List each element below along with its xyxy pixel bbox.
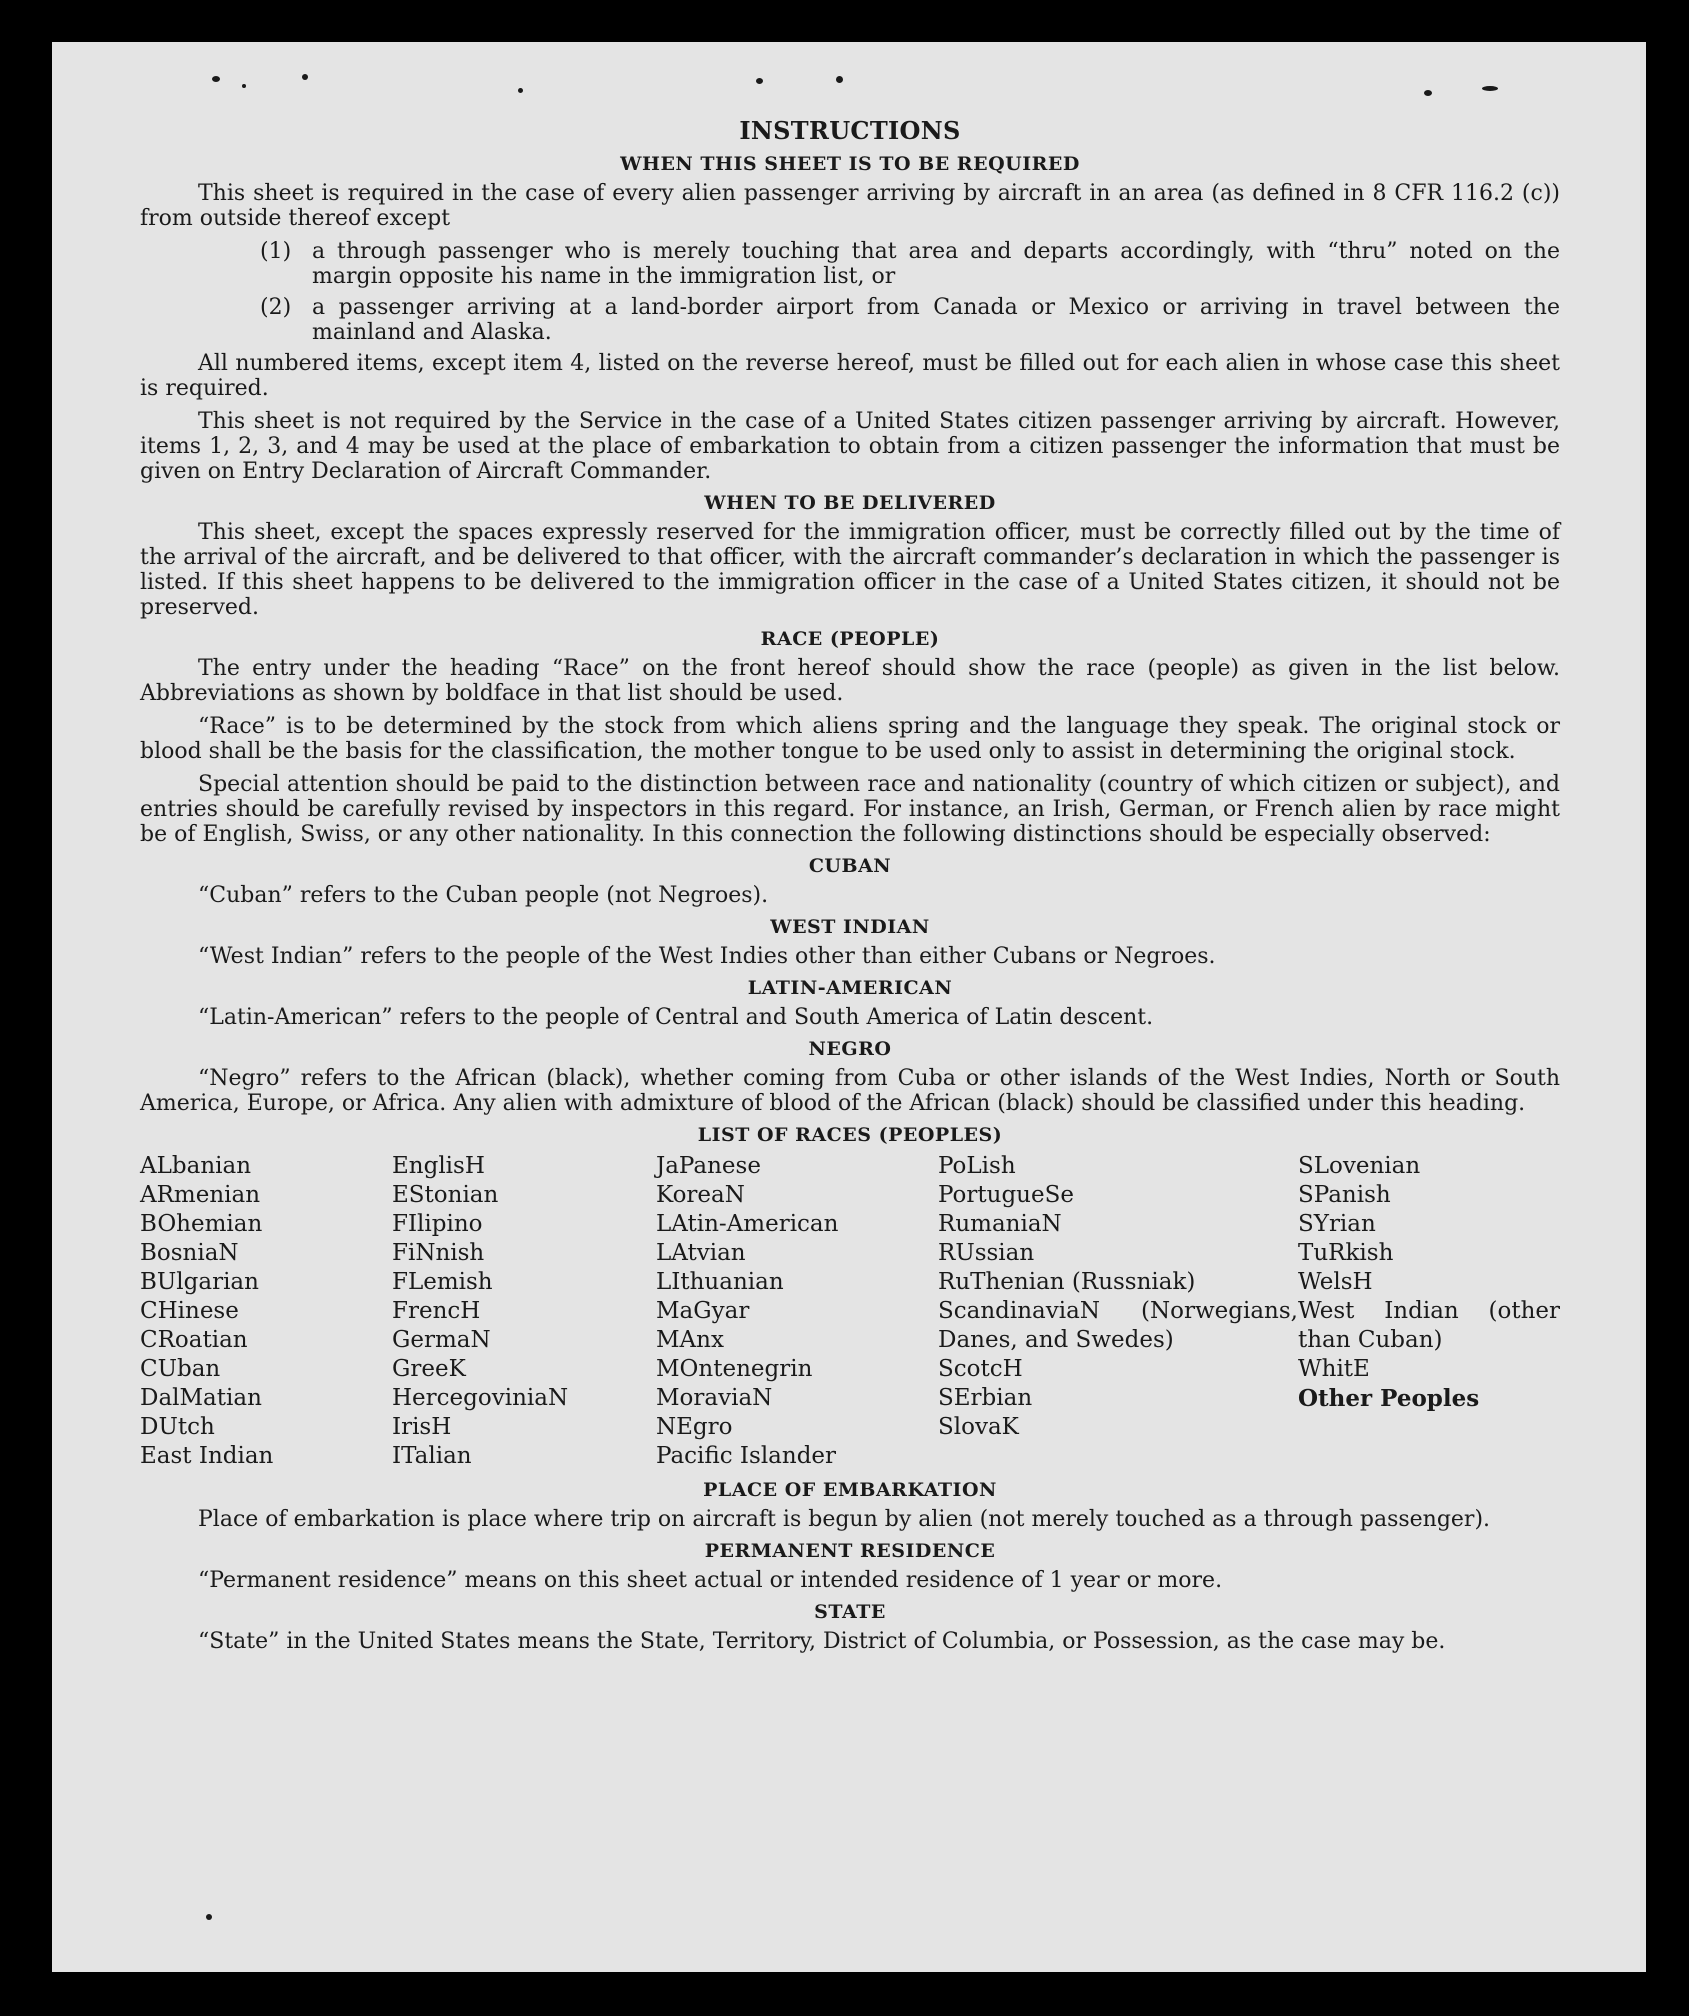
paragraph: “Negro” refers to the African (black), whether coming from Cuba or other islands of the West Indies, North or South America, Europe, or Africa. Any alien with admixture of blood of the African (black) should be classified under this heading. xyxy=(140,1066,1560,1116)
race-item: BUlgarian xyxy=(140,1269,259,1295)
race-item: SYrian xyxy=(1298,1211,1376,1237)
paragraph: “Cuban” refers to the Cuban people (not Negroes). xyxy=(198,883,769,908)
race-item: IrisH xyxy=(392,1414,452,1440)
race-item: MAnx xyxy=(656,1327,724,1353)
list-item xyxy=(260,239,1560,289)
race-item: LIthuanian xyxy=(656,1269,784,1295)
race-item: Other Peoples xyxy=(1298,1385,1480,1412)
paragraph: This sheet is not required by the Service in the case of a United States citizen passenger arriving by aircraft. However, items 1, 2, 3, and 4 may be used at the place of embarkation to obtain from a citizen passenger the information that must be given on Entry Declaration of Aircraft Commander. xyxy=(140,409,1560,484)
race-item: DUtch xyxy=(140,1414,215,1440)
race-item: Pacific Islander xyxy=(656,1443,837,1469)
race-item: CHinese xyxy=(140,1298,239,1324)
paragraph: Place of embarkation is place where trip on aircraft is begun by alien (not merely touched as a through passenger). xyxy=(198,1507,1491,1532)
document-page xyxy=(52,42,1646,1972)
item-text: a passenger arriving at a land-border airport from Canada or Mexico or arriving in travel between the mainland and Alaska. xyxy=(312,295,1560,345)
race-item: FiNnish xyxy=(392,1240,485,1266)
race-item: KoreaN xyxy=(656,1182,745,1208)
item-number: (1) xyxy=(260,239,292,264)
race-item: NEgro xyxy=(656,1414,733,1440)
race-item: SPanish xyxy=(1298,1182,1391,1208)
paragraph: “State” in the United States means the State, Territory, District of Columbia, or Possession, as the case may be. xyxy=(198,1629,1446,1654)
race-item: FIlipino xyxy=(392,1211,483,1237)
race-item: HercegoviniaN xyxy=(392,1385,569,1411)
race-item: West Indian (other than Cuban) xyxy=(1298,1298,1560,1353)
race-item: FLemish xyxy=(392,1269,493,1295)
race-item: SLovenian xyxy=(1298,1153,1421,1179)
race-item: GermaN xyxy=(392,1327,491,1353)
paragraph: “West Indian” refers to the people of the West Indies other than either Cubans or Negroes. xyxy=(198,944,1216,969)
item-text: a through passenger who is merely touching that area and departs accordingly, with “thru” noted on the margin opposite his name in the immigration list, or xyxy=(312,239,1560,289)
race-item: PoLish xyxy=(938,1153,1016,1179)
race-item: GreeK xyxy=(392,1356,466,1382)
paragraph: This sheet, except the spaces expressly reserved for the immigration officer, must be correctly filled out by the time of the arrival of the aircraft, and be delivered to that officer, with the aircraft commander’s declaration in which the passenger is listed. If this sheet happens to be delivered to the immigration officer in the case of a United States citizen, it should not be preserved. xyxy=(140,520,1560,620)
race-item: RuThenian (Russniak) xyxy=(938,1269,1196,1295)
race-item: ALbanian xyxy=(140,1153,252,1179)
races-column-2 xyxy=(392,1152,656,1471)
race-item: ITalian xyxy=(392,1443,472,1469)
section-heading-cuban: CUBAN xyxy=(808,855,892,877)
race-item: JaPanese xyxy=(656,1153,761,1179)
races-column-4 xyxy=(938,1152,1298,1471)
race-item: MoraviaN xyxy=(656,1385,773,1411)
race-item: East Indian xyxy=(140,1443,274,1469)
paragraph: “Latin-American” refers to the people of Central and South America of Latin descent. xyxy=(198,1005,1154,1030)
race-item: ScotcH xyxy=(938,1356,1023,1382)
race-item: PortugueSe xyxy=(938,1182,1074,1208)
race-item: MaGyar xyxy=(656,1298,750,1324)
paragraph: The entry under the heading “Race” on the front hereof should show the race (people) as given in the list below. Abbreviations as shown by boldface in that list should be used. xyxy=(140,656,1560,706)
race-item: CUban xyxy=(140,1356,221,1382)
page-title: INSTRUCTIONS xyxy=(739,116,961,145)
race-item: WelsH xyxy=(1298,1269,1373,1295)
race-item: RumaniaN xyxy=(938,1211,1062,1237)
item-number: (2) xyxy=(260,295,292,320)
section-heading-delivered: WHEN TO BE DELIVERED xyxy=(704,492,996,514)
race-item: CRoatian xyxy=(140,1327,248,1353)
race-item: EnglisH xyxy=(392,1153,485,1179)
race-item: SErbian xyxy=(938,1385,1033,1411)
races-column-3 xyxy=(656,1152,938,1471)
section-heading-residence: PERMANENT RESIDENCE xyxy=(704,1540,996,1562)
section-heading-latin-american: LATIN-AMERICAN xyxy=(747,977,953,999)
race-item: BOhemian xyxy=(140,1211,263,1237)
section-heading-west-indian: WEST INDIAN xyxy=(770,916,930,938)
race-item: LAtvian xyxy=(656,1240,746,1266)
race-item: SlovaK xyxy=(938,1414,1019,1440)
race-item: EStonian xyxy=(392,1182,499,1208)
race-item: LAtin-American xyxy=(656,1211,839,1237)
race-item: WhitE xyxy=(1298,1356,1370,1382)
section-heading-race: RACE (PEOPLE) xyxy=(760,628,940,650)
race-item: BosniaN xyxy=(140,1240,239,1266)
race-item: DalMatian xyxy=(140,1385,262,1411)
paragraph: Special attention should be paid to the distinction between race and nationality (country of which citizen or subject), and entries should be carefully revised by inspectors in this regard. For instance, an Irish, German, or French alien by race might be of English, Swiss, or any other nationality. In this connection the following distinctions should be especially observed: xyxy=(140,772,1560,847)
section-heading-embarkation: PLACE OF EMBARKATION xyxy=(703,1479,997,1501)
race-item: ScandinaviaN (Norwegians, Danes, and Swedes) xyxy=(938,1298,1298,1353)
race-item: FrencH xyxy=(392,1298,481,1324)
races-column-1 xyxy=(140,1152,392,1471)
race-item: RUssian xyxy=(938,1240,1035,1266)
races-column-5 xyxy=(1298,1152,1560,1471)
race-item: TuRkish xyxy=(1298,1240,1394,1266)
section-heading-negro: NEGRO xyxy=(808,1038,892,1060)
section-heading-required: WHEN THIS SHEET IS TO BE REQUIRED xyxy=(620,153,1080,175)
section-heading-state: STATE xyxy=(814,1601,886,1623)
section-heading-races-list: LIST OF RACES (PEOPLES) xyxy=(697,1124,1003,1146)
paragraph: This sheet is required in the case of every alien passenger arriving by aircraft in an area (as defined in 8 CFR 116.2 (c)) from outside thereof except xyxy=(140,181,1560,231)
paragraph: All numbered items, except item 4, listed on the reverse hereof, must be filled out for each alien in whose case this sheet is required. xyxy=(140,351,1560,401)
races-list xyxy=(140,1152,1560,1471)
race-item: MOntenegrin xyxy=(656,1356,813,1382)
race-item: ARmenian xyxy=(140,1182,261,1208)
instructions-body xyxy=(140,116,1560,1662)
paragraph: “Permanent residence” means on this sheet actual or intended residence of 1 year or more. xyxy=(198,1568,1223,1593)
list-item xyxy=(260,295,1560,345)
paragraph: “Race” is to be determined by the stock from which aliens spring and the language they speak. The original stock or blood shall be the basis for the classification, the mother tongue to be used only to assist in determining the original stock. xyxy=(140,714,1560,764)
